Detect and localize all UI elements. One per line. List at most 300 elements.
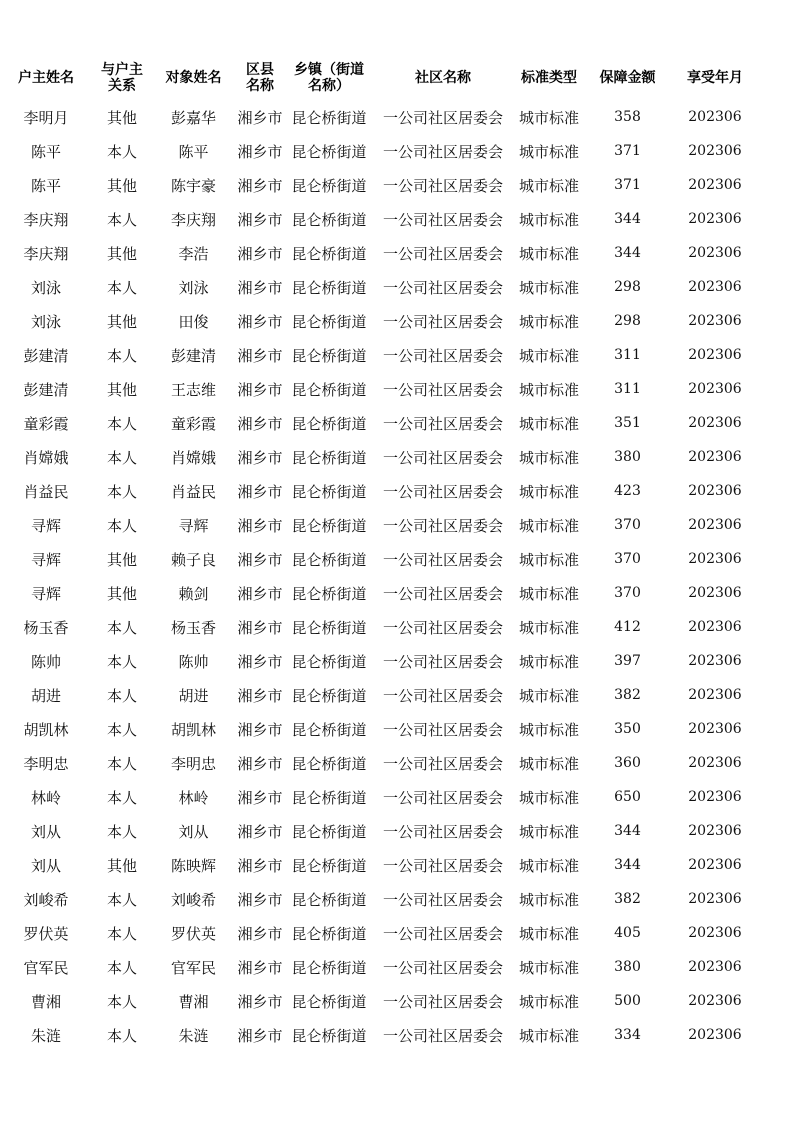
- amount-cell: 344: [614, 245, 641, 261]
- relation-cell: 本人: [106, 448, 137, 467]
- town-cell: 昆仑桥街道: [291, 414, 367, 433]
- community-cell: 一公司社区居委会: [382, 958, 503, 977]
- head-name-cell: 寻辉: [30, 584, 61, 603]
- column-header-standard-type: [513, 56, 585, 100]
- head-name-cell: 寻辉: [30, 550, 61, 569]
- community-cell: 一公司社区居委会: [382, 788, 503, 807]
- head-name-cell: 陈帅: [30, 652, 61, 671]
- community-cell: 一公司社区居委会: [382, 686, 503, 705]
- county-cell: 湘乡市: [237, 312, 283, 331]
- header-row: [0, 56, 793, 100]
- month-cell: 202306: [688, 959, 742, 975]
- row-spacer: [760, 542, 793, 576]
- month-cell: 202306: [688, 313, 742, 329]
- town-cell: 昆仑桥街道: [291, 992, 367, 1011]
- community-cell: 一公司社区居委会: [382, 448, 503, 467]
- amount-cell: 311: [614, 381, 641, 397]
- county-cell: 湘乡市: [237, 550, 283, 569]
- head-name-cell: 彭建清: [23, 380, 69, 399]
- county-cell: 湘乡市: [237, 584, 283, 603]
- town-cell: 昆仑桥街道: [291, 822, 367, 841]
- column-header-relation: [92, 56, 152, 100]
- relation-cell: 本人: [106, 686, 137, 705]
- county-cell: 湘乡市: [237, 210, 283, 229]
- community-cell: 一公司社区居委会: [382, 278, 503, 297]
- month-cell: 202306: [688, 789, 742, 805]
- standard-type-cell: 城市标准: [518, 992, 579, 1011]
- county-cell: 湘乡市: [237, 108, 283, 127]
- relation-cell: 其他: [106, 584, 137, 603]
- table-row: [0, 406, 793, 440]
- row-spacer: [760, 848, 793, 882]
- county-cell: 湘乡市: [237, 686, 283, 705]
- county-cell: 湘乡市: [237, 346, 283, 365]
- relation-cell: 本人: [106, 924, 137, 943]
- community-cell: 一公司社区居委会: [382, 380, 503, 399]
- head-name-cell: 刘从: [30, 856, 61, 875]
- table-row: [0, 984, 793, 1018]
- county-cell: 湘乡市: [237, 618, 283, 637]
- table-row: [0, 270, 793, 304]
- relation-cell: 本人: [106, 992, 137, 1011]
- head-name-cell: 李庆翔: [23, 244, 69, 263]
- community-cell: 一公司社区居委会: [382, 312, 503, 331]
- county-cell: 湘乡市: [237, 244, 283, 263]
- relation-cell: 本人: [106, 210, 137, 229]
- relation-cell: 本人: [106, 414, 137, 433]
- amount-cell: 351: [614, 415, 641, 431]
- column-header-line: 关系: [108, 78, 136, 94]
- county-cell: 湘乡市: [237, 720, 283, 739]
- county-cell: 湘乡市: [237, 142, 283, 161]
- month-cell: 202306: [688, 109, 742, 125]
- beneficiary-name-cell: 王志维: [170, 380, 216, 399]
- head-name-cell: 童彩霞: [23, 414, 69, 433]
- standard-type-cell: 城市标准: [518, 516, 579, 535]
- county-cell: 湘乡市: [237, 380, 283, 399]
- row-spacer: [760, 304, 793, 338]
- town-cell: 昆仑桥街道: [291, 448, 367, 467]
- standard-type-cell: 城市标准: [518, 788, 579, 807]
- head-name-cell: 寻辉: [30, 516, 61, 535]
- county-cell: 湘乡市: [237, 482, 283, 501]
- row-spacer: [760, 100, 793, 134]
- amount-cell: 500: [614, 993, 641, 1009]
- community-cell: 一公司社区居委会: [382, 550, 503, 569]
- amount-cell: 423: [614, 483, 641, 499]
- column-header-line: 乡镇（街道: [294, 62, 364, 78]
- month-cell: 202306: [688, 381, 742, 397]
- town-cell: 昆仑桥街道: [291, 244, 367, 263]
- amount-cell: 350: [614, 721, 641, 737]
- county-cell: 湘乡市: [237, 176, 283, 195]
- standard-type-cell: 城市标准: [518, 176, 579, 195]
- column-header-line: 保障金额: [599, 70, 656, 86]
- amount-cell: 344: [614, 823, 641, 839]
- community-cell: 一公司社区居委会: [382, 720, 503, 739]
- community-cell: 一公司社区居委会: [382, 652, 503, 671]
- amount-cell: 370: [614, 551, 641, 567]
- table-row: [0, 814, 793, 848]
- month-cell: 202306: [688, 891, 742, 907]
- town-cell: 昆仑桥街道: [291, 720, 367, 739]
- beneficiary-name-cell: 陈宇豪: [170, 176, 216, 195]
- row-spacer: [760, 678, 793, 712]
- row-spacer: [760, 508, 793, 542]
- row-spacer: [760, 576, 793, 610]
- month-cell: 202306: [688, 245, 742, 261]
- table-header: [0, 56, 793, 100]
- beneficiary-name-cell: 刘泳: [178, 278, 209, 297]
- community-cell: 一公司社区居委会: [382, 210, 503, 229]
- county-cell: 湘乡市: [237, 822, 283, 841]
- beneficiary-name-cell: 李庆翔: [170, 210, 216, 229]
- relation-cell: 本人: [106, 958, 137, 977]
- head-name-cell: 肖嫦娥: [23, 448, 69, 467]
- table-row: [0, 1018, 793, 1052]
- row-spacer: [760, 202, 793, 236]
- county-cell: 湘乡市: [237, 992, 283, 1011]
- county-cell: 湘乡市: [237, 414, 283, 433]
- table-row: [0, 202, 793, 236]
- standard-type-cell: 城市标准: [518, 856, 579, 875]
- amount-cell: 382: [614, 891, 641, 907]
- month-cell: 202306: [688, 721, 742, 737]
- town-cell: 昆仑桥街道: [291, 788, 367, 807]
- table-row: [0, 610, 793, 644]
- table-row: [0, 168, 793, 202]
- town-cell: 昆仑桥街道: [291, 380, 367, 399]
- month-cell: 202306: [688, 1027, 742, 1043]
- town-cell: 昆仑桥街道: [291, 924, 367, 943]
- table-body: [0, 100, 793, 1052]
- relation-cell: 本人: [106, 788, 137, 807]
- row-spacer: [760, 236, 793, 270]
- table-row: [0, 780, 793, 814]
- town-cell: 昆仑桥街道: [291, 856, 367, 875]
- month-cell: 202306: [688, 551, 742, 567]
- beneficiary-name-cell: 赖剑: [178, 584, 209, 603]
- column-header-line: 标准类型: [521, 70, 577, 86]
- head-name-cell: 彭建清: [23, 346, 69, 365]
- beneficiary-name-cell: 刘从: [178, 822, 209, 841]
- amount-cell: 371: [614, 143, 641, 159]
- standard-type-cell: 城市标准: [518, 312, 579, 331]
- relation-cell: 其他: [106, 108, 137, 127]
- amount-cell: 344: [614, 211, 641, 227]
- beneficiary-name-cell: 田俊: [178, 312, 209, 331]
- town-cell: 昆仑桥街道: [291, 312, 367, 331]
- row-spacer: [760, 916, 793, 950]
- table-row: [0, 134, 793, 168]
- amount-cell: 370: [614, 585, 641, 601]
- beneficiary-name-cell: 朱涟: [178, 1026, 209, 1045]
- column-header-community: [373, 56, 513, 100]
- month-cell: 202306: [688, 585, 742, 601]
- head-name-cell: 刘泳: [30, 278, 61, 297]
- amount-cell: 382: [614, 687, 641, 703]
- town-cell: 昆仑桥街道: [291, 890, 367, 909]
- table-row: [0, 474, 793, 508]
- county-cell: 湘乡市: [237, 1026, 283, 1045]
- town-cell: 昆仑桥街道: [291, 142, 367, 161]
- standard-type-cell: 城市标准: [518, 754, 579, 773]
- standard-type-cell: 城市标准: [518, 584, 579, 603]
- amount-cell: 360: [614, 755, 641, 771]
- relation-cell: 本人: [106, 1026, 137, 1045]
- county-cell: 湘乡市: [237, 754, 283, 773]
- column-header-line: 对象姓名: [165, 70, 222, 86]
- column-header-month: [670, 56, 760, 100]
- community-cell: 一公司社区居委会: [382, 584, 503, 603]
- standard-type-cell: 城市标准: [518, 652, 579, 671]
- row-spacer: [760, 406, 793, 440]
- town-cell: 昆仑桥街道: [291, 210, 367, 229]
- standard-type-cell: 城市标准: [518, 108, 579, 127]
- table-row: [0, 746, 793, 780]
- standard-type-cell: 城市标准: [518, 720, 579, 739]
- amount-cell: 344: [614, 857, 641, 873]
- column-header-head-name: [0, 56, 92, 100]
- county-cell: 湘乡市: [237, 856, 283, 875]
- table-row: [0, 950, 793, 984]
- town-cell: 昆仑桥街道: [291, 482, 367, 501]
- beneficiary-name-cell: 彭建清: [170, 346, 216, 365]
- relation-cell: 本人: [106, 516, 137, 535]
- head-name-cell: 朱涟: [30, 1026, 61, 1045]
- table-row: [0, 576, 793, 610]
- town-cell: 昆仑桥街道: [291, 516, 367, 535]
- relation-cell: 本人: [106, 754, 137, 773]
- table-row: [0, 338, 793, 372]
- table-row: [0, 508, 793, 542]
- head-name-cell: 刘泳: [30, 312, 61, 331]
- town-cell: 昆仑桥街道: [291, 278, 367, 297]
- community-cell: 一公司社区居委会: [382, 516, 503, 535]
- beneficiary-name-cell: 陈映辉: [170, 856, 216, 875]
- amount-cell: 311: [614, 347, 641, 363]
- standard-type-cell: 城市标准: [518, 822, 579, 841]
- column-header-amount: [585, 56, 670, 100]
- community-cell: 一公司社区居委会: [382, 754, 503, 773]
- row-spacer: [760, 882, 793, 916]
- relation-cell: 本人: [106, 890, 137, 909]
- amount-cell: 412: [614, 619, 641, 635]
- amount-cell: 405: [614, 925, 641, 941]
- column-header-line: 名称: [246, 78, 274, 94]
- relation-cell: 其他: [106, 550, 137, 569]
- standard-type-cell: 城市标准: [518, 210, 579, 229]
- row-spacer: [760, 474, 793, 508]
- month-cell: 202306: [688, 925, 742, 941]
- head-name-cell: 官军民: [23, 958, 69, 977]
- beneficiary-name-cell: 曹湘: [178, 992, 209, 1011]
- county-cell: 湘乡市: [237, 788, 283, 807]
- table-row: [0, 644, 793, 678]
- community-cell: 一公司社区居委会: [382, 414, 503, 433]
- head-name-cell: 胡凯林: [23, 720, 69, 739]
- county-cell: 湘乡市: [237, 516, 283, 535]
- head-name-cell: 杨玉香: [23, 618, 69, 637]
- head-name-cell: 李明月: [23, 108, 69, 127]
- relation-cell: 本人: [106, 278, 137, 297]
- relation-cell: 其他: [106, 244, 137, 263]
- beneficiary-name-cell: 童彩霞: [170, 414, 216, 433]
- table-row: [0, 304, 793, 338]
- row-spacer: [760, 440, 793, 474]
- community-cell: 一公司社区居委会: [382, 992, 503, 1011]
- amount-cell: 371: [614, 177, 641, 193]
- head-name-cell: 李庆翔: [23, 210, 69, 229]
- month-cell: 202306: [688, 211, 742, 227]
- month-cell: 202306: [688, 517, 742, 533]
- town-cell: 昆仑桥街道: [291, 958, 367, 977]
- month-cell: 202306: [688, 483, 742, 499]
- month-cell: 202306: [688, 653, 742, 669]
- month-cell: 202306: [688, 687, 742, 703]
- row-spacer: [760, 950, 793, 984]
- row-spacer: [760, 780, 793, 814]
- beneficiary-name-cell: 胡进: [178, 686, 209, 705]
- relation-cell: 本人: [106, 346, 137, 365]
- county-cell: 湘乡市: [237, 924, 283, 943]
- subsidy-roster-table: [0, 56, 793, 1052]
- beneficiary-name-cell: 赖子良: [170, 550, 216, 569]
- relation-cell: 本人: [106, 482, 137, 501]
- month-cell: 202306: [688, 755, 742, 771]
- table-row: [0, 712, 793, 746]
- amount-cell: 298: [614, 279, 641, 295]
- community-cell: 一公司社区居委会: [382, 244, 503, 263]
- head-name-cell: 肖益民: [23, 482, 69, 501]
- beneficiary-name-cell: 肖益民: [170, 482, 216, 501]
- column-header-line: 户主姓名: [18, 70, 74, 86]
- table-row: [0, 882, 793, 916]
- table-row: [0, 440, 793, 474]
- row-spacer: [760, 168, 793, 202]
- row-spacer: [760, 372, 793, 406]
- community-cell: 一公司社区居委会: [382, 618, 503, 637]
- beneficiary-name-cell: 李浩: [178, 244, 209, 263]
- column-header-beneficiary-name: [152, 56, 235, 100]
- beneficiary-name-cell: 陈帅: [178, 652, 209, 671]
- head-name-cell: 胡进: [30, 686, 61, 705]
- head-name-cell: 陈平: [30, 176, 61, 195]
- row-spacer: [760, 1018, 793, 1052]
- amount-cell: 298: [614, 313, 641, 329]
- month-cell: 202306: [688, 857, 742, 873]
- row-spacer: [760, 644, 793, 678]
- standard-type-cell: 城市标准: [518, 482, 579, 501]
- relation-cell: 本人: [106, 720, 137, 739]
- standard-type-cell: 城市标准: [518, 1026, 579, 1045]
- table-row: [0, 848, 793, 882]
- month-cell: 202306: [688, 279, 742, 295]
- town-cell: 昆仑桥街道: [291, 108, 367, 127]
- amount-cell: 358: [614, 109, 641, 125]
- table-row: [0, 236, 793, 270]
- community-cell: 一公司社区居委会: [382, 890, 503, 909]
- beneficiary-name-cell: 杨玉香: [170, 618, 216, 637]
- row-spacer: [760, 270, 793, 304]
- community-cell: 一公司社区居委会: [382, 1026, 503, 1045]
- town-cell: 昆仑桥街道: [291, 176, 367, 195]
- row-spacer: [760, 610, 793, 644]
- month-cell: 202306: [688, 415, 742, 431]
- row-spacer: [760, 712, 793, 746]
- community-cell: 一公司社区居委会: [382, 924, 503, 943]
- relation-cell: 其他: [106, 176, 137, 195]
- town-cell: 昆仑桥街道: [291, 686, 367, 705]
- standard-type-cell: 城市标准: [518, 890, 579, 909]
- county-cell: 湘乡市: [237, 278, 283, 297]
- relation-cell: 本人: [106, 618, 137, 637]
- community-cell: 一公司社区居委会: [382, 176, 503, 195]
- standard-type-cell: 城市标准: [518, 686, 579, 705]
- amount-cell: 650: [614, 789, 641, 805]
- community-cell: 一公司社区居委会: [382, 346, 503, 365]
- relation-cell: 其他: [106, 380, 137, 399]
- column-header-line: 社区名称: [415, 70, 471, 86]
- relation-cell: 本人: [106, 822, 137, 841]
- head-name-cell: 刘峻希: [23, 890, 69, 909]
- amount-cell: 370: [614, 517, 641, 533]
- table-row: [0, 678, 793, 712]
- standard-type-cell: 城市标准: [518, 244, 579, 263]
- beneficiary-name-cell: 林岭: [178, 788, 209, 807]
- amount-cell: 397: [614, 653, 641, 669]
- amount-cell: 380: [614, 959, 641, 975]
- standard-type-cell: 城市标准: [518, 924, 579, 943]
- town-cell: 昆仑桥街道: [291, 346, 367, 365]
- standard-type-cell: 城市标准: [518, 448, 579, 467]
- table-row: [0, 100, 793, 134]
- head-name-cell: 陈平: [30, 142, 61, 161]
- standard-type-cell: 城市标准: [518, 414, 579, 433]
- month-cell: 202306: [688, 347, 742, 363]
- beneficiary-name-cell: 陈平: [178, 142, 209, 161]
- row-spacer: [760, 746, 793, 780]
- head-name-cell: 曹湘: [30, 992, 61, 1011]
- column-header-town: [285, 56, 373, 100]
- community-cell: 一公司社区居委会: [382, 856, 503, 875]
- county-cell: 湘乡市: [237, 890, 283, 909]
- standard-type-cell: 城市标准: [518, 346, 579, 365]
- county-cell: 湘乡市: [237, 958, 283, 977]
- relation-cell: 本人: [106, 652, 137, 671]
- table-row: [0, 372, 793, 406]
- head-name-cell: 林岭: [30, 788, 61, 807]
- relation-cell: 本人: [106, 142, 137, 161]
- column-header-line: 与户主: [101, 62, 143, 78]
- town-cell: 昆仑桥街道: [291, 550, 367, 569]
- relation-cell: 其他: [106, 312, 137, 331]
- table-row: [0, 916, 793, 950]
- row-spacer: [760, 984, 793, 1018]
- month-cell: 202306: [688, 449, 742, 465]
- town-cell: 昆仑桥街道: [291, 652, 367, 671]
- column-header-line: 区县: [246, 62, 274, 78]
- beneficiary-name-cell: 官军民: [170, 958, 216, 977]
- beneficiary-name-cell: 彭嘉华: [170, 108, 216, 127]
- row-spacer: [760, 338, 793, 372]
- month-cell: 202306: [688, 619, 742, 635]
- town-cell: 昆仑桥街道: [291, 754, 367, 773]
- county-cell: 湘乡市: [237, 652, 283, 671]
- town-cell: 昆仑桥街道: [291, 584, 367, 603]
- column-header-line: 名称）: [308, 78, 350, 94]
- community-cell: 一公司社区居委会: [382, 822, 503, 841]
